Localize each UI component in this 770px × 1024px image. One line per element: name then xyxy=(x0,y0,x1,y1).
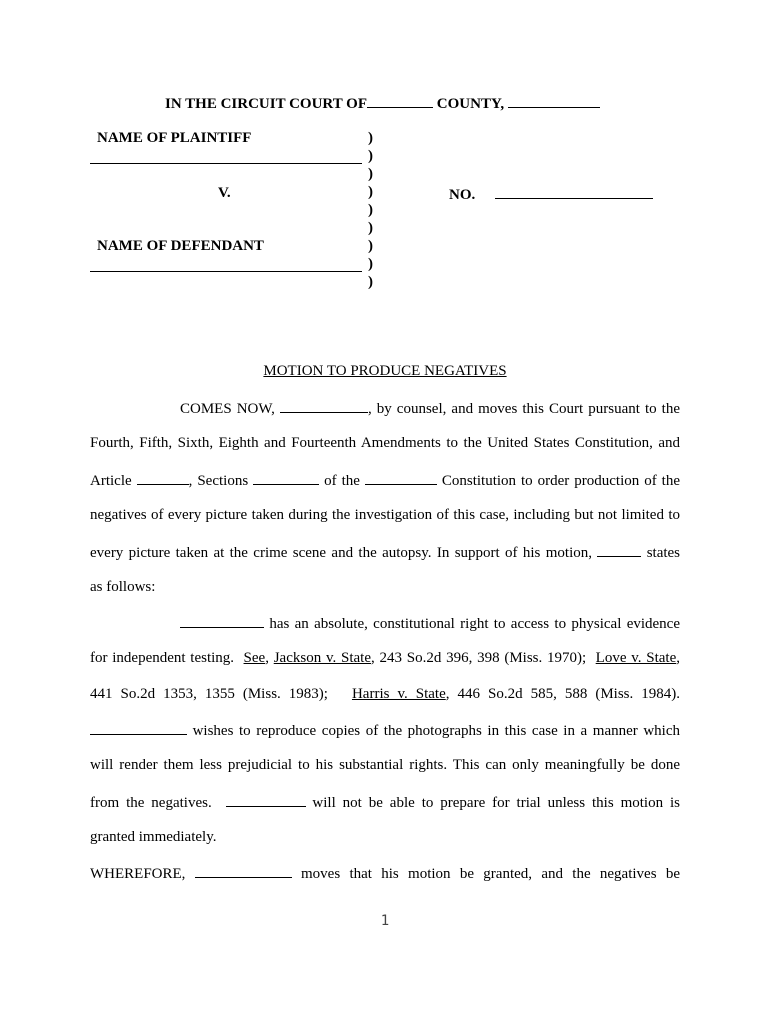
court-heading-county: COUNTY, xyxy=(436,96,505,112)
sections-blank xyxy=(253,471,319,485)
caption-paren: ) xyxy=(368,148,373,164)
article-blank xyxy=(137,471,189,485)
text-span: has an absolute, constitutional right to access to physical evidence xyxy=(269,616,681,632)
text-span: , xyxy=(676,650,681,666)
text-span: wishes to reproduce copies of the photographs in this case in a manner which xyxy=(192,723,681,739)
county-name-blank xyxy=(367,94,433,108)
case-number-blank xyxy=(495,185,653,199)
case-name: Love v. State xyxy=(595,650,677,666)
caption-paren: ) xyxy=(368,166,373,182)
versus-label: V. xyxy=(218,185,231,201)
text-span: , 446 So.2d 585, 588 (Miss. 1984). xyxy=(445,686,681,702)
text-span: Article xyxy=(90,473,132,489)
text-span: 441 So.2d 1353, 1355 (Miss. 1983); xyxy=(90,686,328,702)
caption-paren: ) xyxy=(368,274,373,290)
text-span: , xyxy=(265,650,269,666)
text-span: COMES NOW, xyxy=(180,401,275,417)
constitution-state-blank xyxy=(365,471,437,485)
movant-name-blank xyxy=(597,543,641,557)
text-span: , by counsel, and moves this Court pursuant to the xyxy=(367,401,680,417)
caption-paren: ) xyxy=(368,202,373,218)
text-span: every picture taken at the crime scene and the autopsy. In support of his motion, xyxy=(90,545,592,561)
movant-name-blank xyxy=(180,614,264,628)
body-line xyxy=(90,686,680,703)
text-span: , 243 So.2d 396, 398 (Miss. 1970); xyxy=(370,650,587,666)
text-span: , Sections xyxy=(188,473,249,489)
state-name-blank xyxy=(508,94,600,108)
court-heading-prefix: IN THE CIRCUIT COURT OF xyxy=(165,96,368,112)
body-line: will render them less prejudicial to his substantial rights. This can only meaningfully be done xyxy=(90,757,680,773)
case-name: Harris v. State xyxy=(351,686,446,702)
text-span: from the negatives. xyxy=(90,795,212,811)
movant-name-blank xyxy=(90,721,187,735)
body-line: granted immediately. xyxy=(90,829,217,845)
text-span: of the xyxy=(324,473,360,489)
case-name: Jackson v. State xyxy=(273,650,371,666)
case-number-field xyxy=(449,185,653,204)
text-span: for independent testing. xyxy=(90,650,235,666)
movant-name-blank xyxy=(226,793,306,807)
page-number: 1 xyxy=(380,913,390,929)
caption-paren: ) xyxy=(368,130,373,146)
defendant-label: NAME OF DEFENDANT xyxy=(97,238,264,254)
movant-name-blank xyxy=(280,399,368,413)
body-line xyxy=(90,864,680,883)
text-span: Constitution to order production of the xyxy=(441,473,680,489)
body-line xyxy=(180,614,680,633)
plaintiff-label: NAME OF PLAINTIFF xyxy=(97,130,252,146)
body-line: as follows: xyxy=(90,579,156,595)
body-line xyxy=(90,793,680,812)
text-span: will not be able to prepare for trial unless this motion is xyxy=(312,795,680,811)
caption-paren: ) xyxy=(368,184,373,200)
body-line xyxy=(90,543,680,562)
citation-signal: See xyxy=(243,650,266,666)
caption-paren: ) xyxy=(368,256,373,272)
body-line xyxy=(90,471,680,490)
body-line: Fourth, Fifth, Sixth, Eighth and Fourteenth Amendments to the United States Constitution, and xyxy=(90,435,680,451)
movant-name-blank xyxy=(195,864,292,878)
body-line xyxy=(180,399,680,418)
defendant-name-line xyxy=(90,271,362,272)
body-line xyxy=(90,650,680,667)
plaintiff-name-line xyxy=(90,163,362,164)
text-span: moves that his motion be granted, and the negatives be xyxy=(301,866,680,882)
caption-paren: ) xyxy=(368,220,373,236)
court-heading xyxy=(165,94,600,113)
case-number-label: NO. xyxy=(449,187,476,203)
motion-title: MOTION TO PRODUCE NEGATIVES xyxy=(263,363,507,379)
caption-paren: ) xyxy=(368,238,373,254)
text-span: states xyxy=(646,545,681,561)
body-line xyxy=(90,721,680,740)
body-line: negatives of every picture taken during the investigation of this case, including but not limited to xyxy=(90,507,680,523)
text-span: WHEREFORE, xyxy=(90,866,186,882)
